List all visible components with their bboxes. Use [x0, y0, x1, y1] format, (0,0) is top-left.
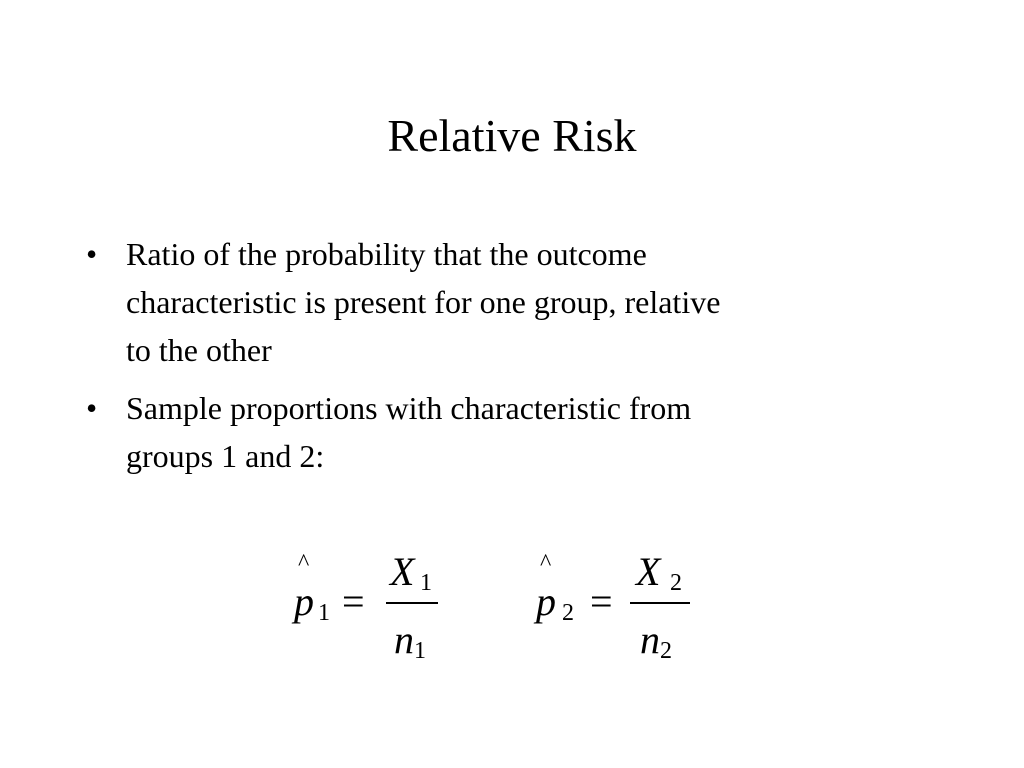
formula-p2: [532, 540, 702, 670]
bullet-line: characteristic is present for one group, relative: [126, 284, 721, 320]
bullet-line: to the other: [126, 332, 272, 368]
formula-var-sub: 2: [562, 600, 574, 626]
formula-denominator: n: [394, 617, 414, 662]
formula-var-sub: 1: [318, 600, 330, 626]
fraction-bar: [386, 602, 438, 604]
fraction-bar: [630, 602, 690, 604]
formula-numerator: X: [636, 549, 661, 594]
bullet-line: Sample proportions with characteristic from: [126, 390, 692, 426]
formula-equals: =: [342, 579, 365, 624]
formula-denominator-sub: 2: [660, 638, 672, 664]
formula-var: p: [294, 579, 314, 624]
formula-denominator-sub: 1: [414, 638, 426, 664]
formula-equals: =: [590, 579, 613, 624]
bullet-list: [84, 230, 884, 490]
bullet-item-sample-proportions: [84, 384, 884, 480]
bullet-line: Ratio of the probability that the outcome: [126, 236, 647, 272]
hat-symbol: ^: [298, 550, 310, 576]
bullet-marker: •: [86, 390, 98, 426]
formula-numerator: X: [390, 549, 415, 594]
formula-numerator-sub: 1: [420, 570, 432, 596]
formula-var: p: [536, 579, 556, 624]
slide-title: Relative Risk: [387, 110, 637, 161]
formula-p1: [290, 540, 450, 670]
formula-denominator: n: [640, 617, 660, 662]
bullet-marker: •: [86, 236, 98, 272]
bullet-line: groups 1 and 2:: [126, 438, 325, 474]
hat-symbol: ^: [540, 550, 552, 576]
formula-numerator-sub: 2: [670, 570, 682, 596]
bullet-item-ratio: [84, 230, 884, 374]
